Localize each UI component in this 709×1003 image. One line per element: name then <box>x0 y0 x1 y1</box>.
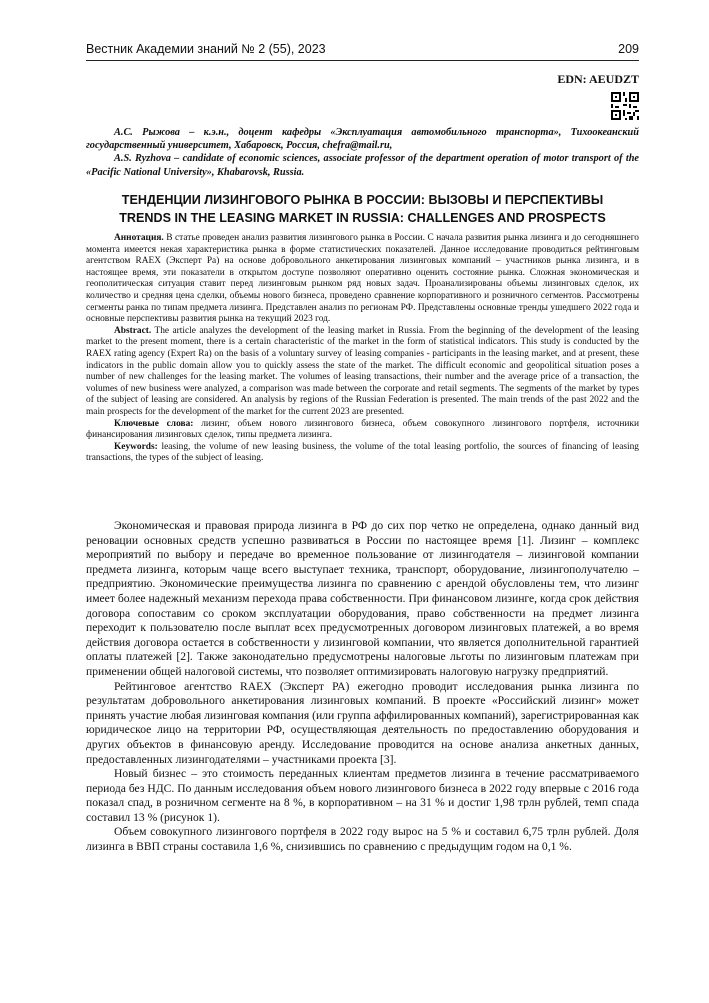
title-en: TRENDS IN THE LEASING MARKET IN RUSSIA: CHALLENGES AND PROSPECTS <box>119 211 606 225</box>
body-paragraph: Новый бизнес – это стоимость переданных клиентам предметов лизинга в течение рассматриваемого периода без НДС. По данным исследования объем нового лизингового бизнеса в 2022 году впервые с 2016 года показал спад, в розничном сегменте на 8 %, в корпоративном – на 31 % и достиг 1,98 трлн рублей, темп спада составил 13 % (рисунок 1). <box>86 767 639 824</box>
author-info-en: A.S. Ryzhova – candidate of economic sciences, associate professor of the department operation of motor transport of the «Pacific National University», Khabarovsk, Russia. <box>86 153 639 178</box>
keywords-en <box>86 442 639 465</box>
edn-code: EDN: AEUDZT <box>557 72 639 86</box>
abstract-en-label: Abstract. <box>114 325 152 336</box>
abstract-ru <box>86 233 639 326</box>
article-title <box>86 191 639 227</box>
title-ru: ТЕНДЕНЦИИ ЛИЗИНГОВОГО РЫНКА В РОССИИ: ВЫЗОВЫ И ПЕРСПЕКТИВЫ <box>121 193 604 207</box>
abstract-block <box>86 233 639 465</box>
journal-name: Вестник Академии знаний № 2 (55), 2023 <box>86 42 326 56</box>
abstract-ru-label: Аннотация. <box>114 233 164 243</box>
article-body <box>86 519 639 855</box>
qr-code-icon <box>611 92 639 120</box>
abstract-en-text: The article analyzes the development of the leasing market in Russia. From the beginning of the development of the leasing market to the present moment, there is a certain characteristic of the market in the form of statistical indicators. This study is conducted by the RAEX rating agency (Expert Ra) on the basis of a voluntary survey of leasing companies - participants in the leasing market, and at present, these indicators in the public domain allow you to quickly assess the state of the market. The difficult economic and geopolitical situation poses a number of new challenges for the leasing market. The volumes of leasing transactions, their number and the average price of a transaction, the volumes of new business were analyzed, a comparison was made between the corporate and retail segments. The segments of the market by types of the subject of leasing are considered. An analysis by regions of the Russian Federation is presented. The main trends of the past 2022 and the main prospects for the development of the market for the current 2023 are presented. <box>86 325 639 417</box>
keywords-ru <box>86 419 639 442</box>
keywords-en-label: Keywords: <box>114 441 158 452</box>
keywords-en-text: leasing, the volume of new leasing business, the volume of the total leasing portfolio, the sources of financing of leasing transactions, the types of the subject of leasing. <box>86 441 639 464</box>
body-paragraph: Рейтинговое агентство RAEX (Эксперт РА) ежегодно проводит исследования рынка лизинга по результатам добровольного анкетирования лизинговых компаний. В проекте «Российский лизинг» может принять участие любая лизинговая компания (или группа аффилированных компаний), зарегистрированная как юридическое лицо на территории РФ, осуществляющая деятельность по предоставлению оборудования и других объектов в финансовую аренду. Исследование проводится на основе анализа анкетных данных, предоставленных лизингодателями – участниками проекта [3]. <box>86 679 639 766</box>
running-header <box>86 40 639 61</box>
body-paragraph: Экономическая и правовая природа лизинга в РФ до сих пор четко не определена, однако данный вид реновации основных средств успешно развиваться в России по настоящее время [1]. Лизинг – комплекс мероприятий по выбору и передаче во временное пользование от лизингодателя – лизинговой компании предмета лизинга, которым чаще всего выступает техника, транспорт, оборудование, лизингополучателю – предприятию. Экономические преимущества лизинга по сравнению с арендой обусловлены тем, что лизинг имеет более надежный механизм перехода права собственности. При финансовом лизинге, когда срок действия договора сопоставим со сроком эксплуатации оборудования, право собственности на предмет лизинга переходит к пользователю после выплат всех предусмотренных договором лизинговых платежей, а во время действия договора остается в собственности у лизинговой компании, что является дополнительной гарантией оплаты платежей [2]. Также законодательно предусмотрены налоговые льготы по лизинговым платежам при применении общей налоговой системы, что позволяет оптимизировать налоговую нагрузку предприятий. <box>86 519 639 678</box>
page-number: 209 <box>618 42 639 56</box>
author-info-ru: А.С. Рыжова – к.э.н., доцент кафедры «Эксплуатация автомобильного транспорта», Тихоокеанский государственный университет, Хабаровск, Россия, chefra@mail.ru, <box>86 127 639 152</box>
keywords-ru-label: Ключевые слова: <box>114 418 194 429</box>
abstract-en <box>86 326 639 419</box>
author-info <box>86 126 639 179</box>
abstract-ru-text: В статье проведен анализ развития лизингового рынка в России. С начала развития рынка лизинга и до сегодняшнего момента имеется некая характеристика рынка в форме статистических показателей. Данное исследование проводиться рейтинговым агентством RAEX (Эксперт Ра) на основе добровольного анкетирования лизинговых компаний – участников рынка лизинга, и в настоящее время, эти показатели в открытом доступе позволяют оперативно оценить состояние рынка. Сложная экономическая и геополитическая ситуация ставит перед лизинговым рынком ряд новых задач. Проанализированы объемы лизинговых сделок, их количество и средняя цена сделки, объемы нового бизнеса, проведено сравнение корпоративного и розничного сегментов. Рассмотрены сегменты ранка по типам предмета лизинга. Представлен анализ по регионам РФ. Представлены основные тренды ушедшего 2022 года и основные перспективы развития рынка на текущий 2023 год. <box>86 233 639 325</box>
body-paragraph: Объем совокупного лизингового портфеля в 2022 году вырос на 5 % и составил 6,75 трлн рублей. Доля лизинга в ВВП страны составила 1,6 %, снизившись по сравнению с предыдущим годом на 0,1 %. <box>86 825 639 854</box>
keywords-ru-text: лизинг, объем нового лизингового бизнеса, объем совокупного лизингового портфеля, источники финансирования лизинговых сделок, типы предмета лизинга. <box>86 418 640 441</box>
